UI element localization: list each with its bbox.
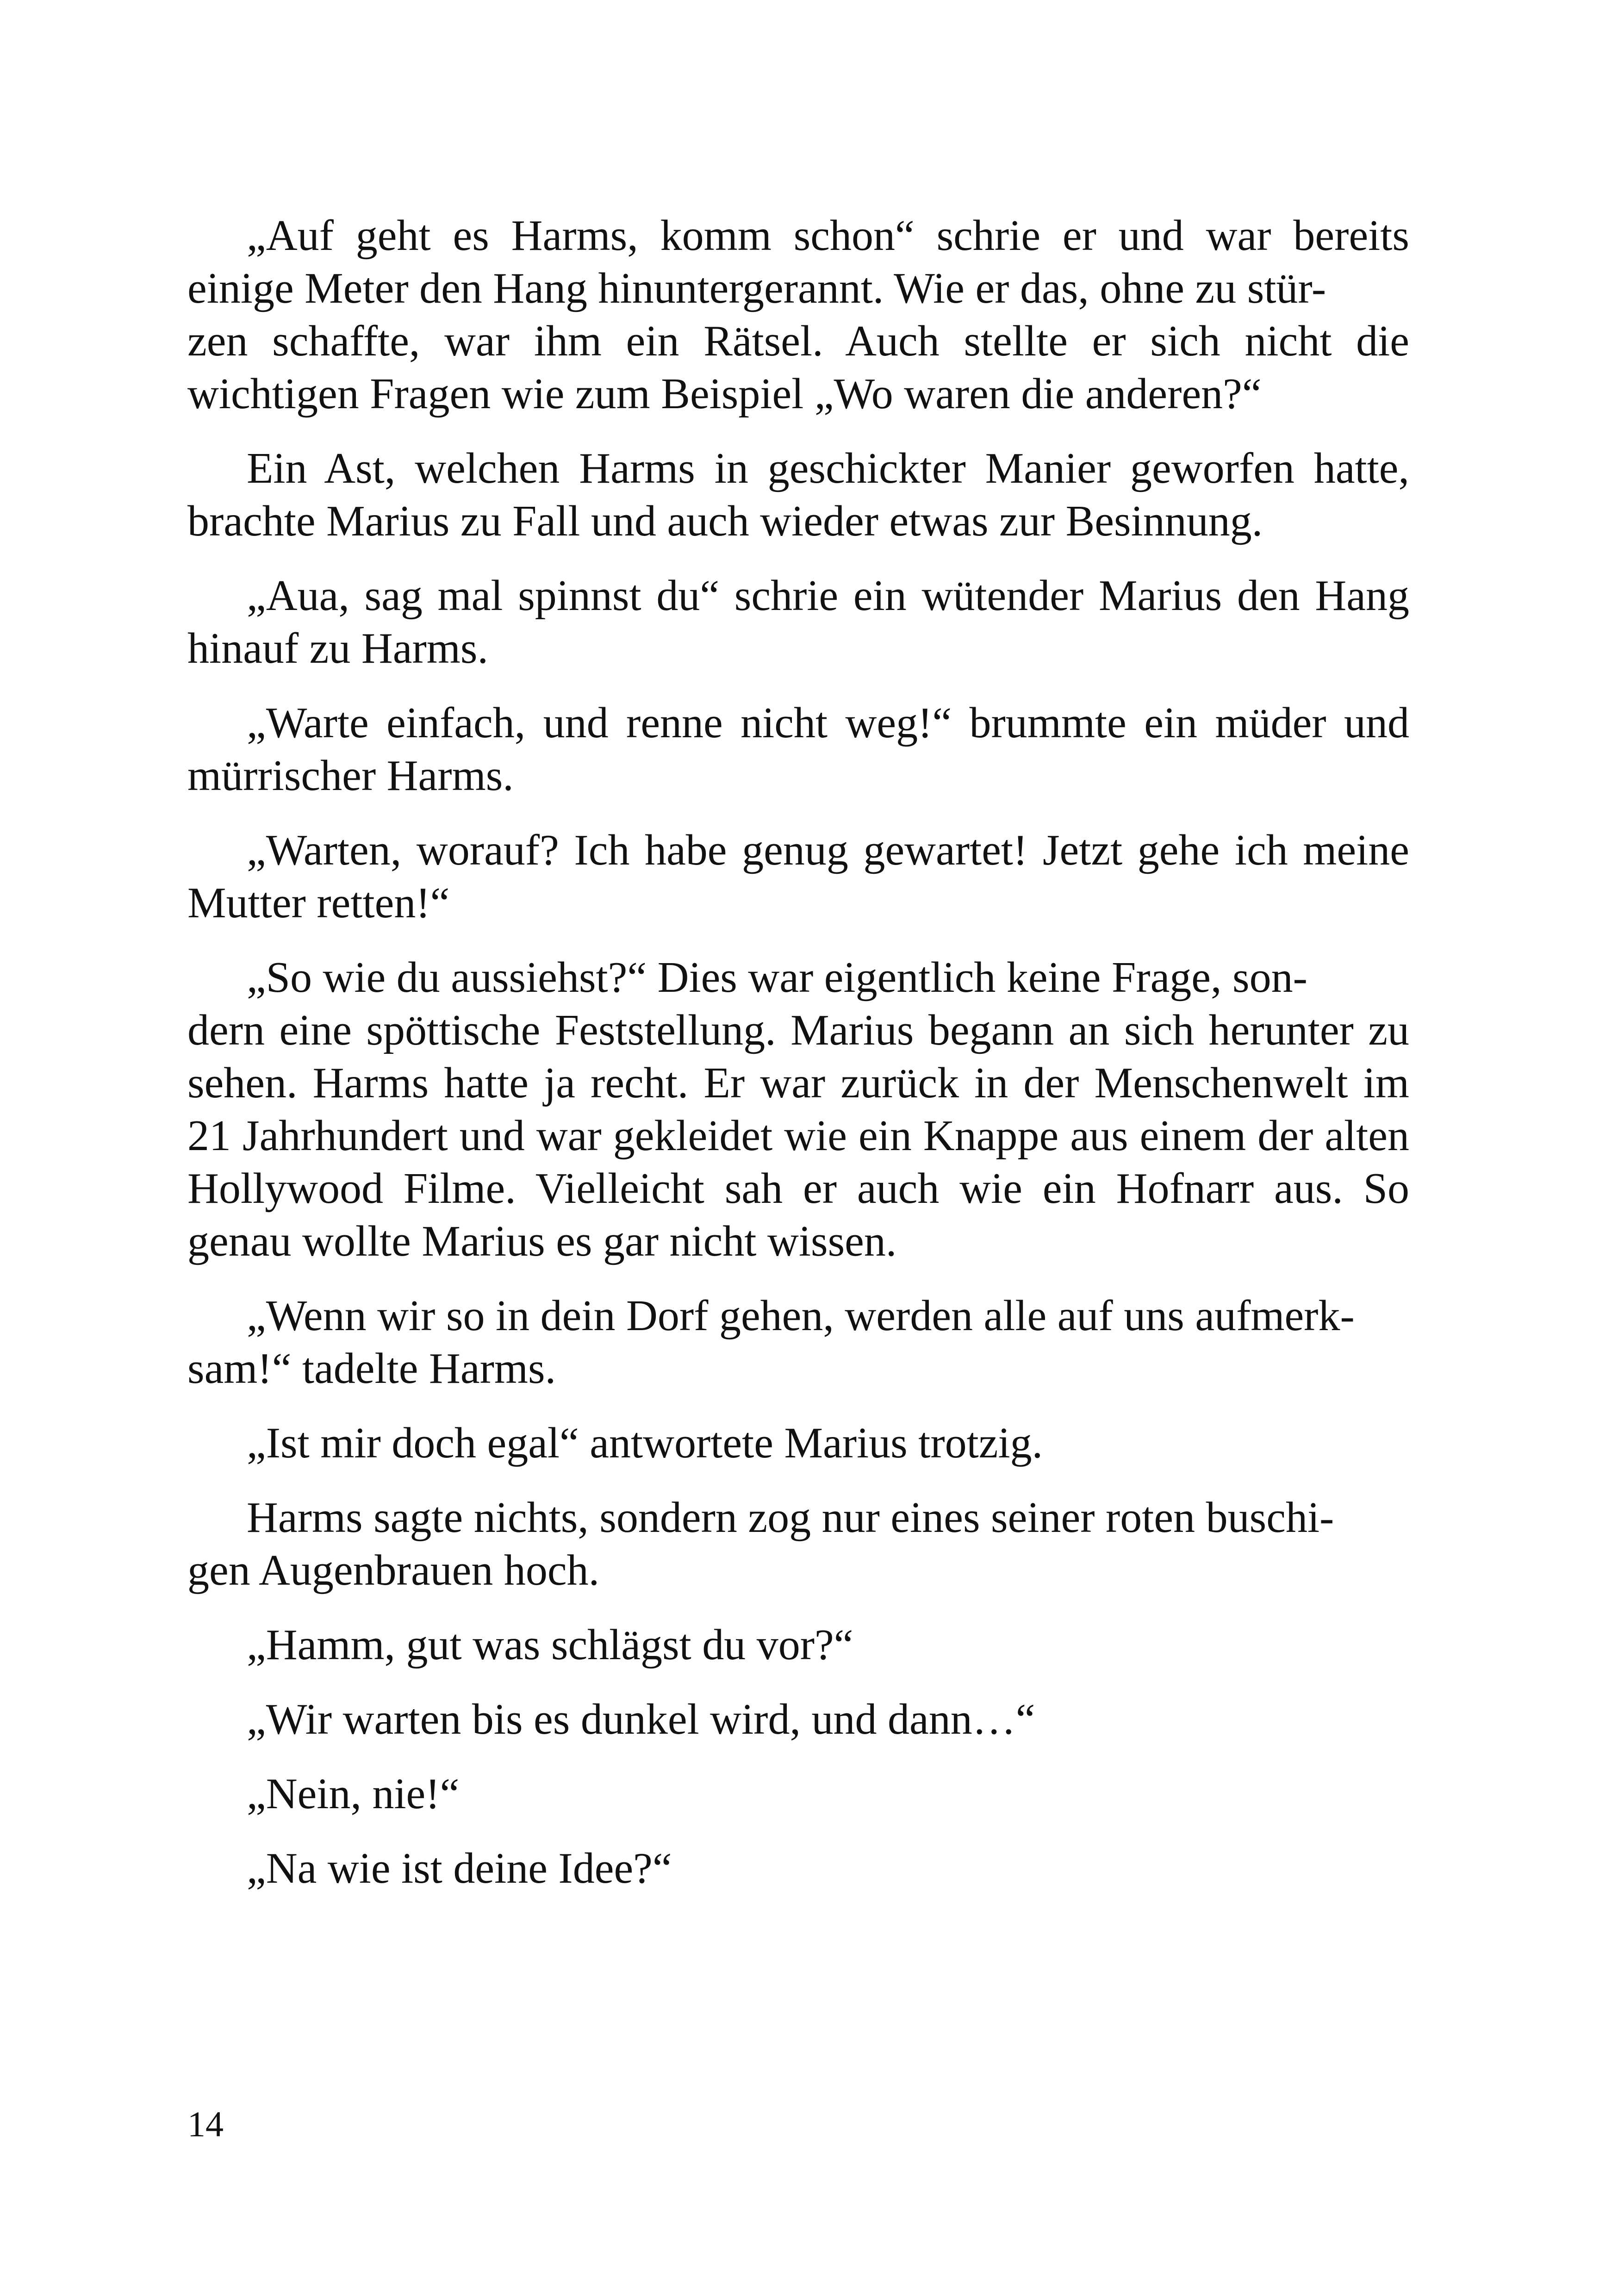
paragraph-13: „Na wie ist deine Idee?“: [247, 1844, 672, 1892]
paragraph-8: „Ist mir doch egal“ antwortete Marius trotzig.: [247, 1419, 1043, 1467]
paragraph-1: „Auf geht es Harms, komm schon“ schrie er und war bereits einige Meter den Hang hinuntergerannt. Wie er das, ohne zu stür- zen schaffte, war ihm ein Rätsel. Auch stellte er sich nicht die wichtigen Fragen wie zum Beispiel „Wo waren die anderen?“: [187, 212, 1409, 418]
paragraph-10: „Hamm, gut was schlägst du vor?“: [247, 1621, 853, 1669]
paragraph-11: „Wir warten bis es dunkel wird, und dann…“: [247, 1695, 1035, 1743]
paragraph-9: Harms sagte nichts, sondern zog nur eines seiner roten buschi- gen Augenbrauen hoch.: [187, 1493, 1334, 1594]
paragraph-6: „So wie du aussiehst?“ Dies war eigentlich keine Frage, son- dern eine spöttische Feststellung. Marius begann an sich herunter zu sehen. Harms hatte ja recht. Er war zurück in der Menschenwelt im 21 Jahrhundert und war gekleidet wie ein Knappe aus einem der alten Hollywood Filme. Vielleicht sah er auch wie ein Hofnarr aus. So genau wollte Marius es gar nicht wissen.: [187, 953, 1409, 1265]
paragraph-7: „Wenn wir so in dein Dorf gehen, werden alle auf uns aufmerk- sam!“ tadelte Harms.: [187, 1292, 1355, 1393]
page-number: 14: [187, 2104, 224, 2144]
paragraph-5: „Warten, worauf? Ich habe genug gewartet! Jetzt gehe ich meine Mutter retten!“: [187, 826, 1409, 927]
paragraph-12: „Nein, nie!“: [247, 1770, 460, 1818]
paragraph-3: „Aua, sag mal spinnst du“ schrie ein wütender Marius den Hang hinauf zu Harms.: [187, 572, 1409, 672]
paragraph-2: Ein Ast, welchen Harms in geschickter Manier geworfen hatte, brachte Marius zu Fall und auch wieder etwas zur Besinnung.: [187, 444, 1409, 545]
paragraph-4: „Warte einfach, und renne nicht weg!“ brummte ein müder und mürrischer Harms.: [187, 699, 1409, 800]
body-text: [187, 209, 1409, 1916]
